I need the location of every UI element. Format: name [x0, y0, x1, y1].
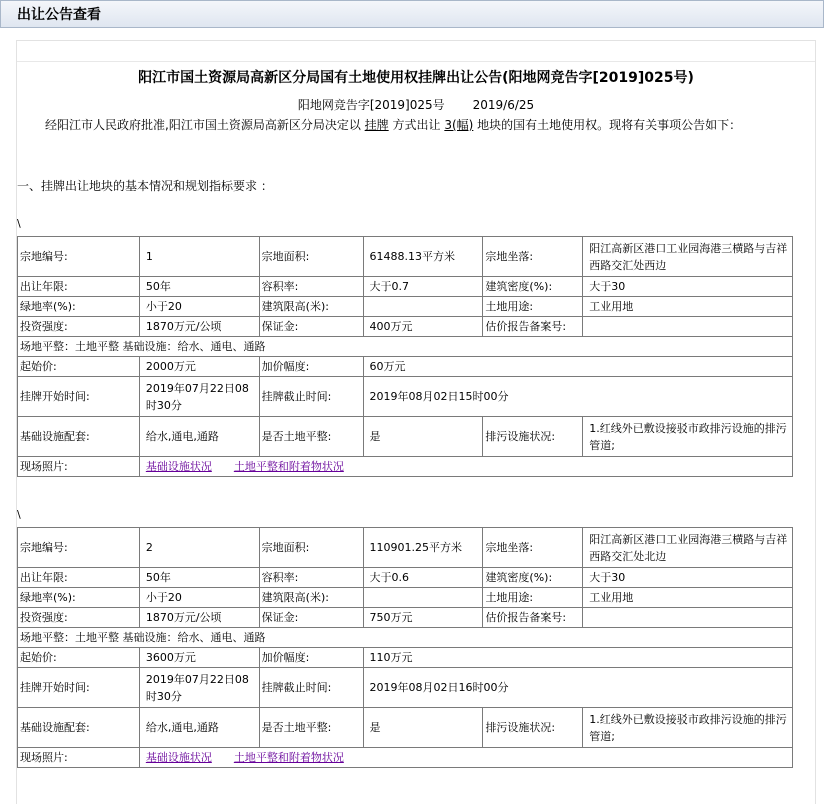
separator-mark: \: [17, 217, 21, 230]
plot-table: [17, 236, 793, 477]
plot-deposit: 400万元: [363, 317, 483, 337]
page-header-bar: [0, 0, 824, 28]
plot-start-price: 3600万元: [139, 648, 259, 668]
method-value: 挂牌: [364, 118, 389, 132]
label-facility: 基础设施配套:: [18, 708, 140, 748]
label-list-start: 挂牌开始时间:: [18, 377, 140, 417]
label-id: 宗地编号:: [18, 528, 140, 568]
notice-date: 2019/6/25: [472, 98, 535, 112]
label-invest: 投资强度:: [18, 608, 140, 628]
label-leveled: 是否土地平整:: [259, 417, 363, 457]
site-conditions: 场地平整：土地平整 基础设施：给水、通电、通路: [18, 628, 793, 648]
plot-increment: 60万元: [363, 357, 792, 377]
label-facility: 基础设施配套:: [18, 417, 140, 457]
label-use: 土地用途:: [483, 588, 583, 608]
land-leveling-link[interactable]: 土地平整和附着物状况: [233, 751, 344, 764]
label-use: 土地用途:: [483, 297, 583, 317]
count-value: 3(幅): [444, 118, 474, 132]
plot-area: 110901.25平方米: [363, 528, 483, 568]
plot-area: 61488.13平方米: [363, 237, 483, 277]
label-height: 建筑限高(米):: [259, 297, 363, 317]
plot-use: 工业用地: [583, 588, 793, 608]
infrastructure-link[interactable]: 基础设施状况: [145, 460, 212, 473]
plot-ratio: 大于0.6: [363, 568, 483, 588]
intro-pre: 经阳江市人民政府批准,阳江市国土资源局高新区分局决定以: [45, 118, 361, 132]
intro-mid: 方式出让: [392, 118, 441, 132]
plot-location: 阳江高新区港口工业园海港三横路与吉祥西路交汇处北边: [583, 528, 793, 568]
label-list-start: 挂牌开始时间:: [18, 668, 140, 708]
plot-list-end: 2019年08月02日15时00分: [363, 377, 792, 417]
label-plot-ratio: 容积率:: [259, 277, 363, 297]
plot-term: 50年: [139, 277, 259, 297]
plot-term: 50年: [139, 568, 259, 588]
plot-list-start: 2019年07月22日08时30分: [139, 668, 259, 708]
plot-sewage: 1.红线外已敷设接驳市政排污设施的排污管道;: [583, 417, 793, 457]
label-start-price: 起始价:: [18, 648, 140, 668]
plot-green: 小于20: [139, 588, 259, 608]
plot-facility: 给水,通电,通路: [139, 417, 259, 457]
separator-mark: \: [17, 508, 21, 521]
notice-intro: [17, 115, 797, 135]
plot-height: [363, 297, 483, 317]
plot-facility: 给水,通电,通路: [139, 708, 259, 748]
page-header-title: 出让公告查看: [17, 7, 101, 23]
plot-ratio: 大于0.7: [363, 277, 483, 297]
label-area: 宗地面积:: [259, 528, 363, 568]
label-density: 建筑密度(%):: [483, 568, 583, 588]
label-leveled: 是否土地平整:: [259, 708, 363, 748]
section-heading: 一、挂牌出让地块的基本情况和规划指标要求 ：: [17, 179, 273, 193]
land-leveling-link[interactable]: 土地平整和附着物状况: [233, 460, 344, 473]
label-density: 建筑密度(%):: [483, 277, 583, 297]
plot-start-price: 2000万元: [139, 357, 259, 377]
plot-id: 1: [139, 237, 259, 277]
site-conditions: 场地平整：土地平整 基础设施：给水、通电、通路: [18, 337, 793, 357]
photo-links: [139, 748, 792, 768]
plot-table: [17, 527, 793, 768]
label-plot-ratio: 容积率:: [259, 568, 363, 588]
plot-deposit: 750万元: [363, 608, 483, 628]
plot-appraisal: [583, 317, 793, 337]
plot-location: 阳江高新区港口工业园海港三横路与吉祥西路交汇处西边: [583, 237, 793, 277]
infrastructure-link[interactable]: 基础设施状况: [145, 751, 212, 764]
plot-id: 2: [139, 528, 259, 568]
plot-list-start: 2019年07月22日08时30分: [139, 377, 259, 417]
label-deposit: 保证金:: [259, 317, 363, 337]
label-green: 绿地率(%):: [18, 588, 140, 608]
label-id: 宗地编号:: [18, 237, 140, 277]
label-sewage: 排污设施状况:: [483, 708, 583, 748]
plot-list-end: 2019年08月02日16时00分: [363, 668, 792, 708]
plot-appraisal: [583, 608, 793, 628]
label-increment: 加价幅度:: [259, 357, 363, 377]
label-location: 宗地坐落:: [483, 237, 583, 277]
label-photos: 现场照片:: [18, 457, 140, 477]
plot-height: [363, 588, 483, 608]
plot-use: 工业用地: [583, 297, 793, 317]
label-location: 宗地坐落:: [483, 528, 583, 568]
notice-title: 阳江市国土资源局高新区分局国有土地使用权挂牌出让公告(阳地网竞告字[2019]025号): [138, 70, 694, 86]
top-strip: [17, 41, 815, 62]
plot-invest: 1870万元/公顷: [139, 317, 259, 337]
doc-number: 阳地网竞告字[2019]025号: [297, 98, 445, 112]
plot-density: 大于30: [583, 277, 793, 297]
label-sewage: 排污设施状况:: [483, 417, 583, 457]
label-invest: 投资强度:: [18, 317, 140, 337]
label-area: 宗地面积:: [259, 237, 363, 277]
plot-green: 小于20: [139, 297, 259, 317]
label-list-end: 挂牌截止时间:: [259, 668, 363, 708]
label-green: 绿地率(%):: [18, 297, 140, 317]
label-appraisal: 估价报告备案号:: [483, 317, 583, 337]
label-height: 建筑限高(米):: [259, 588, 363, 608]
label-list-end: 挂牌截止时间:: [259, 377, 363, 417]
plot-increment: 110万元: [363, 648, 792, 668]
notice-content: [16, 40, 816, 804]
intro-post: 地块的国有土地使用权。现将有关事项公告如下：: [477, 118, 742, 132]
label-term: 出让年限:: [18, 277, 140, 297]
label-start-price: 起始价:: [18, 357, 140, 377]
label-deposit: 保证金:: [259, 608, 363, 628]
notice-subtitle: [17, 96, 815, 113]
label-increment: 加价幅度:: [259, 648, 363, 668]
plot-leveled: 是: [363, 708, 483, 748]
plot-density: 大于30: [583, 568, 793, 588]
plot-leveled: 是: [363, 417, 483, 457]
label-photos: 现场照片:: [18, 748, 140, 768]
plot-sewage: 1.红线外已敷设接驳市政排污设施的排污管道;: [583, 708, 793, 748]
label-appraisal: 估价报告备案号:: [483, 608, 583, 628]
label-term: 出让年限:: [18, 568, 140, 588]
photo-links: [139, 457, 792, 477]
plot-invest: 1870万元/公顷: [139, 608, 259, 628]
